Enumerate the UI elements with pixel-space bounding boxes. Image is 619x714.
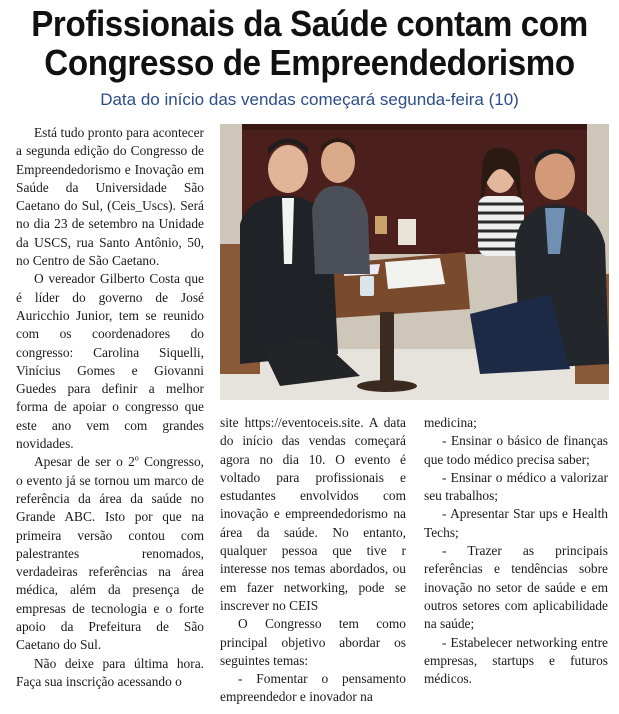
paragraph-congresso [16, 453, 204, 654]
ordinal-superscript: o [134, 453, 139, 463]
headline [25, 4, 594, 82]
headline-line-2: Congresso de Empreendedorismo [44, 42, 575, 83]
article-photo [220, 124, 609, 400]
paragraph-objetivo: O Congresso tem como principal objetivo abordar os seguintes temas: [220, 616, 406, 668]
paragraph-vereador: O vereador Gilberto Costa que é líder do governo de José Auricchio Junior, tem se reunido com os coordenadores do congresso: Carolina Siquelli, Vinícius Gomes e Giovanni Guedes para definir a melhor forma de apoiar o congresso que este ano vem com grandes novidades. [16, 271, 204, 452]
topic-item: - Ensinar o médico a valorizar seu trabalhos; [424, 469, 608, 504]
paragraph-intro: Está tudo pronto para acontecer a segunda edição do Congresso de Empreendedorismo e Inovação em Saúde da Universidade São Caetano do Sul, (Ceis_Uscs). Será no dia 23 de setembro na Unidade da USCS, rua Santo Antônio, 50, no Centro de São Caetano. [16, 125, 204, 269]
paragraph-congresso-start: Apesar de ser o 2 [34, 454, 135, 470]
paragraph-site: site https://eventoceis.site. A data do início das vendas começará agora no dia 10. O evento é voltado para profissionais e estudantes envolvidos com inovação e empreendedorismo na área da saúde. No entanto, qualquer pessoa que tive r interesse nos temas abordados, ou em fazer networking, pode se inscrever no CEIS [220, 415, 406, 613]
subtitle: Data do início das vendas começará segunda-feira (10) [100, 90, 519, 109]
photo-group-meeting [220, 124, 609, 400]
paragraph-tema-1: - Fomentar o pensamento empreendedor e inovador na [220, 671, 406, 705]
article-column-3 [424, 414, 608, 688]
topic-item: - Trazer as principais referências e tendências sobre inovação no setor de saúde e em outros setores com aplicabilidade na saúde; [424, 543, 608, 632]
topic-item: - Ensinar o básico de finanças que todo médico precisa saber; [424, 433, 608, 467]
article-column-2 [220, 414, 406, 707]
headline-line-1: Profissionais da Saúde contam com [31, 3, 588, 44]
paragraph-inscricao: Não deixe para última hora. Faça sua inscrição acessando o [16, 655, 204, 689]
article-column-1 [16, 124, 204, 691]
paragraph-medicina: medicina; [424, 415, 477, 430]
topic-item: - Estabelecer networking entre empresas, startups e futuros médicos. [424, 634, 608, 687]
paragraph-congresso-rest: Congresso, o evento já se tornou um marco de referência da área da saúde no Grande ABC. Isto por que na primeira versão contou com palestrantes renomados, verdadeiras referências na área médica, além da presença de empresas de tecnologia e o forte apoio da Prefeitura de São Caetano do Sul. [16, 454, 204, 653]
topic-item: - Apresentar Star ups e Health Techs; [424, 506, 608, 540]
